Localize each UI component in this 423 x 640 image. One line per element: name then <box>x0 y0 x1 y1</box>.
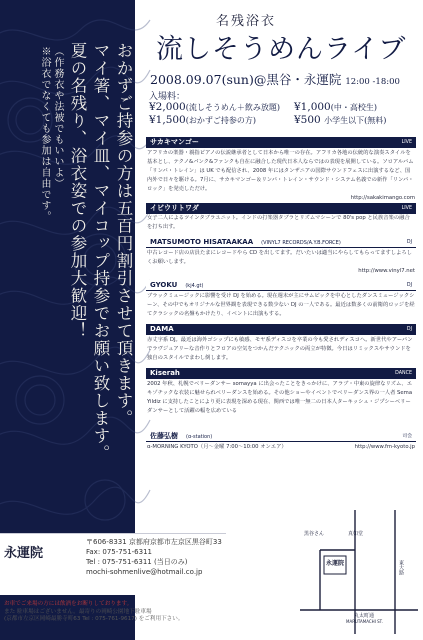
artist-url: http://www.fm-kyoto.jp <box>354 444 415 450</box>
artist-tag: DJ <box>406 283 412 288</box>
map-station-en: MARUTAMACHI ST. <box>346 619 383 624</box>
venue-fax: Fax: 075-751-6311 <box>86 548 152 556</box>
fee-student-note: (中・高校生) <box>330 103 377 112</box>
parking-notice <box>4 601 230 624</box>
map-station: 丸太町通 <box>354 613 375 619</box>
notice-line-3: (京都市左京区岡崎最勝寺町63 Tel : 075-761-9617) をご利用下さい。 <box>4 616 184 623</box>
artist-tag: LIVE <box>401 140 412 145</box>
artist-header <box>146 324 416 335</box>
artist-header <box>146 431 416 442</box>
fee-general: ¥2,000 <box>149 101 186 113</box>
fee-discount: ¥1,500 <box>149 114 186 126</box>
artist-tag: DJ <box>406 327 412 332</box>
vertical-line-1: おかずご持参の方は五百円割引させて頂きます。 <box>114 42 133 427</box>
fee-student: ¥1,000 <box>294 101 331 113</box>
event-date: 2008.09.07(sun) <box>150 72 254 87</box>
artist-tag: DJ <box>406 240 412 245</box>
notice-line-2: また 駐車場はございません。最寄りの岡崎公園地下駐車場 <box>4 608 152 615</box>
fee-discount-note: (おかずご持参の方) <box>185 116 256 125</box>
artist-sub: (kj4.gt) <box>185 283 204 289</box>
map-temple1: 真如堂 <box>348 531 364 537</box>
artist-description: 中古レコード店の店員たまにレコードやら CD を出してます。だいたいは適当にやらしてもらってますしよろしくお願いします。 http://www.vinyl7.net <box>147 250 415 274</box>
vertical-line-3: 夏の名残り、浴衣姿での参加大歓迎！ <box>68 42 87 340</box>
artist-header <box>146 237 416 248</box>
artist-description: 女子二人によるツインタブラユニット。インドの打楽器タブラとリズムマシーンで 80's pop と民族音楽の融合を打ち出す。 <box>147 215 410 230</box>
venue-name: 永運院 <box>4 546 44 561</box>
map-temple2: 黒谷さん <box>304 531 325 537</box>
fee-child-note: 小学生以下(無料) <box>324 116 387 125</box>
notice-line-1: お車でご来場の方には飲酒をお断りしております。 <box>4 601 133 607</box>
fee-general-note: (流しそうめん＋飲み放題) <box>185 103 280 112</box>
artist-sub: (α-station) <box>186 434 213 440</box>
fee-label: 入場料： <box>149 92 186 102</box>
event-venue-place: @黒谷・永運院 <box>253 72 342 87</box>
artist-tag: LIVE <box>401 206 412 211</box>
artist-description: 2002 年秋、札幌でベリーダンサー somayya に出会ったことをきっかけに、アラブ・中東の旋律なリズム、エキゾチックな衣装に魅せられベリーダンスを始める。その他ショーやイベントでベリーダンス界の一人者 Sema Yildiz に支持したことにより更に表現を深める現在、関西では唯一無二の日本人ターキッシュ・ジプシーベリーダンサーとして活躍の幅を広めている <box>147 381 413 414</box>
artist-description: アフリカの楽器・親指ピアノの伝説継承者として日本から唯一の存在。アフリカ各地の伝統的な演奏スタイルを基本とし、テクノ&パンク&ファンクも自在に融合した現代日本人ならではの表現を展開している。ソロアルバム「リンバ・トレイン」は UK でも配信され、2008 年にはタンザニアの国際サウンドフェスに出演するなど、国内外で日々を駆ける。7月に、サカキマンゴー＆リンバ・トレイン・サウンド・システム名義での新作「リンバ・ロック」を発売しただけ。 http://sakakimango.com <box>147 150 415 201</box>
vertical-line-4: （作務衣や法被でもいいよ） <box>52 46 63 189</box>
venue-address: 〒606-8331 京都府京都市左京区黒谷町33 <box>86 538 222 546</box>
artist-header <box>146 280 416 291</box>
artist-header <box>146 203 416 214</box>
page-title: 流しそうめんライブ <box>156 34 407 65</box>
map-road: 東大路 <box>398 560 404 575</box>
artist-sub: (VINYL7 RECORDS/A.Y.B.FORCE) <box>261 240 341 246</box>
venue-contact <box>86 537 222 577</box>
fee-row-1 <box>149 101 280 113</box>
artist-tag: 司会 <box>402 434 412 439</box>
artist-description: ブラックミュージックに影響を受け DJ を始める。現在週末が主にサムピックを中心としたダンスミュージックシーン、その中でもオリジナルな世界観を表現できる数少ない DJ の一人である。最近は数多くの前衛的ロッジを経てクラシックの名盤もかけたり、イベントに出演もする。 <box>147 293 415 317</box>
artist-name: Kiserah <box>150 369 180 377</box>
artist-description: 赤丈字系 DJ。最近は海外ゴシップにも敏感、モヤ系ディスコを卒業の今も愛されディスコへ。新世代やアーバンでラヴジュアリーな音作りとフロアの空気をつかんだテクニックの両立が特徴。今日はリミックスやサウンドを独自のスタイルでまわし倒します。 <box>147 337 413 361</box>
artist-header <box>146 368 416 379</box>
artist-name: GYOKU <box>150 281 178 289</box>
artist-name: MATSUMOTO HISATAAKAA <box>150 238 254 246</box>
vertical-message <box>36 42 131 512</box>
fee-row-1b <box>294 101 377 113</box>
artist-description: α-MORNING KYOTO（月～金曜 7:00～10:00 オンエア） http://www.fm-kyoto.jp <box>147 443 415 455</box>
event-time: 12:00 -18:00 <box>345 77 400 87</box>
artist-name: DAMA <box>150 325 174 333</box>
event-datetime <box>150 70 400 88</box>
vertical-line-2: マイ箸、マイ皿、マイコップ持参でお願い致します。 <box>91 42 110 462</box>
artist-url: http://www.vinyl7.net <box>358 268 415 274</box>
venue-tel: Tel : 075-751-6311 (当日のみ) <box>86 558 188 566</box>
fee-child: ¥500 <box>294 114 321 126</box>
artist-header <box>146 137 416 148</box>
venue-email[interactable]: mochi-sohmenlive@hotmail.co.jp <box>86 568 203 576</box>
vertical-line-5: ※浴衣でなくても参加は自由です。 <box>39 46 50 222</box>
map-venue-label: 永運院 <box>326 560 345 567</box>
artist-name: 佐藤弘樹 <box>150 432 178 440</box>
artist-name: イビウリトワダ <box>150 204 199 212</box>
venue-box <box>0 533 226 595</box>
artist-name: サカキマンゴー <box>150 138 199 146</box>
pre-title: 名残浴衣 <box>216 14 277 29</box>
artist-tag: DANCE <box>395 371 412 376</box>
fee-row-2 <box>149 114 256 126</box>
artist-url: http://sakakimango.com <box>350 195 415 201</box>
fee-row-2b <box>294 114 386 126</box>
